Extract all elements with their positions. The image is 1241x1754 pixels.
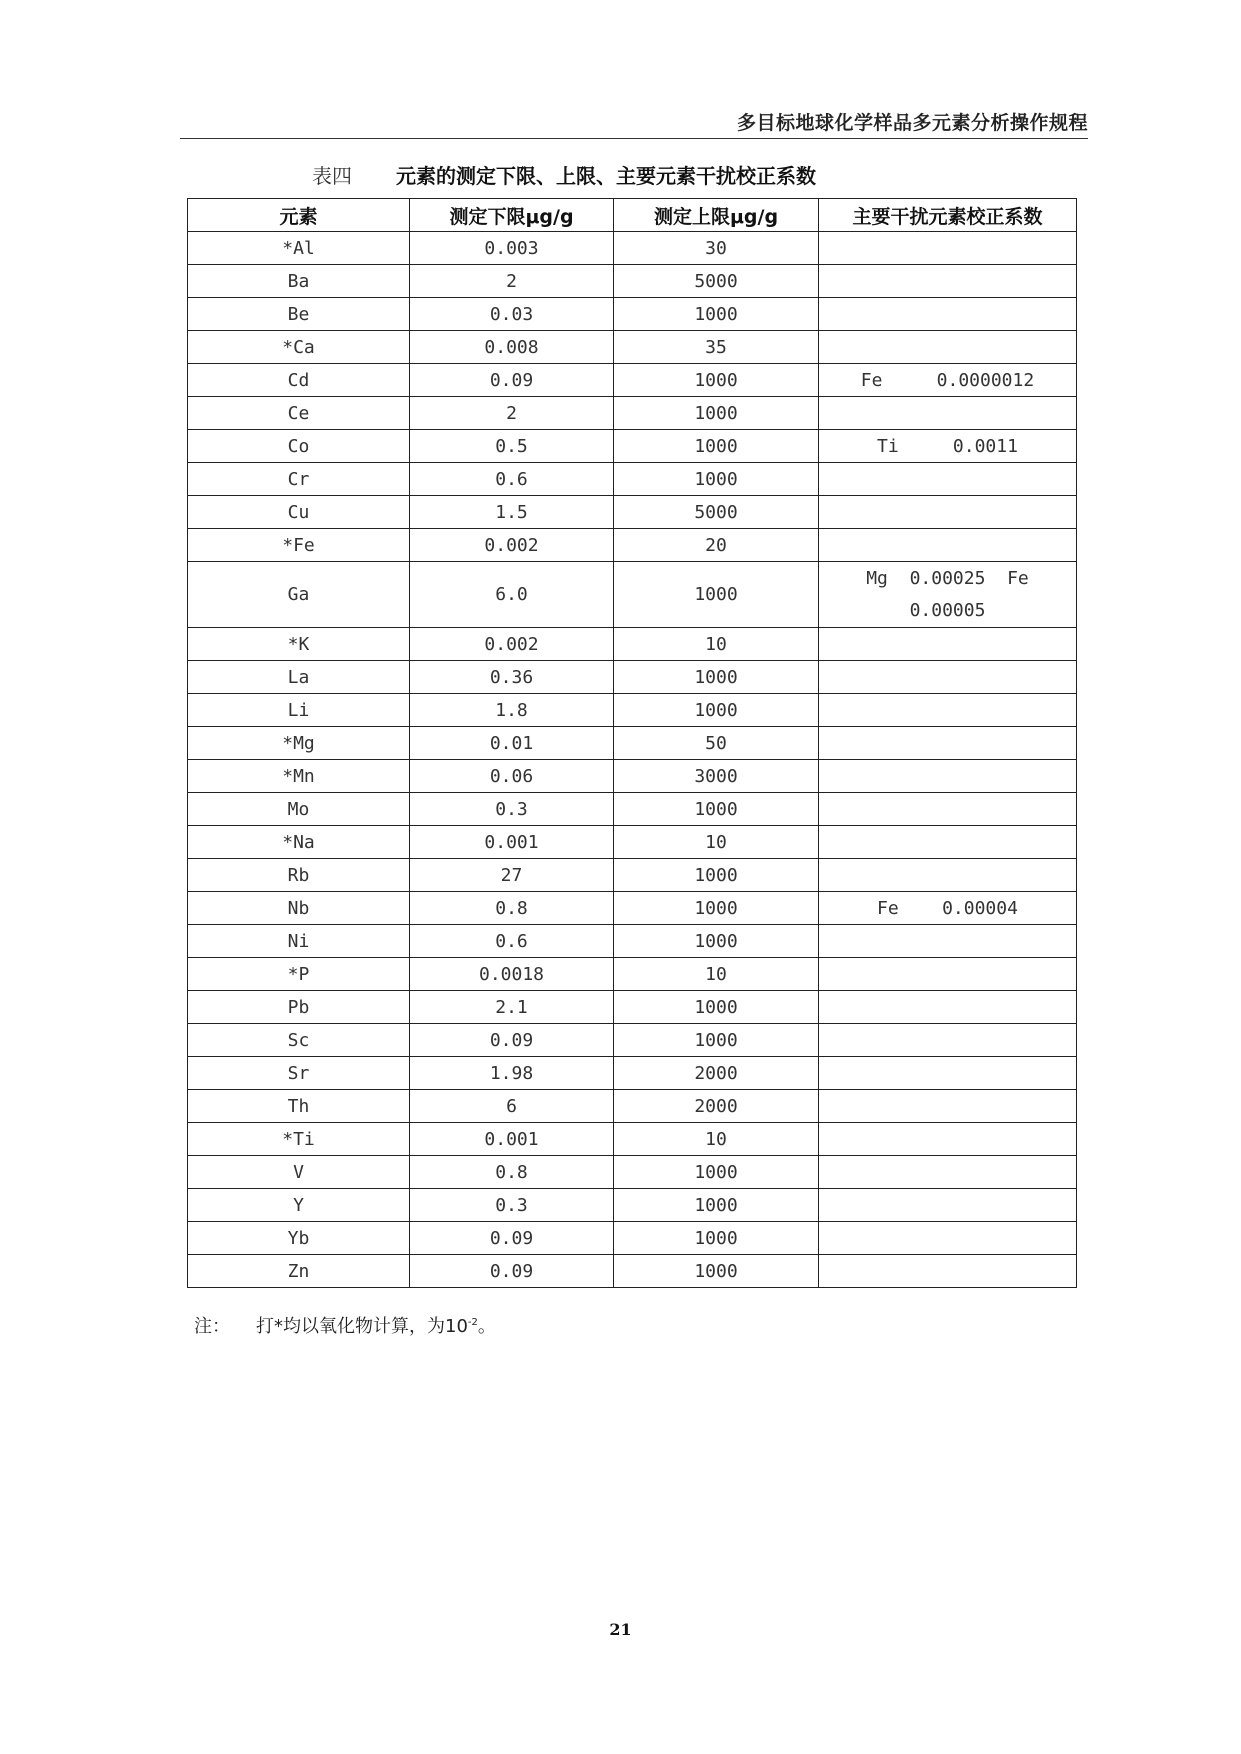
cell-upper-limit: 1000 <box>614 1156 819 1189</box>
note-text: 打*均以氧化物计算，为10 <box>256 1316 468 1337</box>
cell-lower-limit: 0.09 <box>410 1024 614 1057</box>
running-header <box>180 108 1088 139</box>
cell-lower-limit: 0.36 <box>410 661 614 694</box>
cell-element: *Na <box>188 826 410 859</box>
cell-correction-coefficient <box>819 727 1077 760</box>
cell-element: Ba <box>188 265 410 298</box>
table-row <box>188 958 1077 991</box>
page-number: 21 <box>609 1620 632 1639</box>
cell-upper-limit: 2000 <box>614 1057 819 1090</box>
cell-element: Pb <box>188 991 410 1024</box>
cell-element: V <box>188 1156 410 1189</box>
cell-lower-limit: 2 <box>410 265 614 298</box>
cell-upper-limit: 1000 <box>614 991 819 1024</box>
cell-correction-coefficient <box>819 826 1077 859</box>
cell-element: Cd <box>188 364 410 397</box>
cell-element: Y <box>188 1189 410 1222</box>
table-row <box>188 331 1077 364</box>
table-row <box>188 991 1077 1024</box>
coefficient-value: Fe 0.0000012 <box>860 369 1035 391</box>
cell-correction-coefficient <box>819 298 1077 331</box>
cell-lower-limit: 0.03 <box>410 298 614 331</box>
cell-element: Sc <box>188 1024 410 1057</box>
cell-upper-limit: 35 <box>614 331 819 364</box>
cell-element: Rb <box>188 859 410 892</box>
cell-lower-limit: 1.5 <box>410 496 614 529</box>
cell-lower-limit: 0.8 <box>410 1156 614 1189</box>
cell-correction-coefficient <box>819 793 1077 826</box>
cell-lower-limit: 0.001 <box>410 1123 614 1156</box>
cell-lower-limit: 0.5 <box>410 430 614 463</box>
table-row <box>188 826 1077 859</box>
cell-correction-coefficient <box>819 1222 1077 1255</box>
cell-correction-coefficient <box>819 661 1077 694</box>
cell-element: Ga <box>188 562 410 628</box>
cell-element: Zn <box>188 1255 410 1288</box>
cell-upper-limit: 1000 <box>614 1255 819 1288</box>
cell-lower-limit: 0.09 <box>410 1255 614 1288</box>
table-note <box>194 1312 496 1338</box>
cell-element: *Al <box>188 232 410 265</box>
table-row <box>188 793 1077 826</box>
cell-upper-limit: 5000 <box>614 496 819 529</box>
table-row <box>188 397 1077 430</box>
cell-element: Be <box>188 298 410 331</box>
table-row <box>188 463 1077 496</box>
table-row <box>188 1123 1077 1156</box>
cell-correction-coefficient <box>819 529 1077 562</box>
cell-element: Nb <box>188 892 410 925</box>
table-row <box>188 1057 1077 1090</box>
cell-element: Ni <box>188 925 410 958</box>
cell-upper-limit: 1000 <box>614 397 819 430</box>
note-superscript: -2 <box>467 1317 478 1328</box>
cell-correction-coefficient <box>819 232 1077 265</box>
cell-correction-coefficient <box>819 1189 1077 1222</box>
cell-element: Yb <box>188 1222 410 1255</box>
table-row <box>188 1024 1077 1057</box>
cell-upper-limit: 1000 <box>614 892 819 925</box>
table-row <box>188 760 1077 793</box>
cell-element: *Ti <box>188 1123 410 1156</box>
cell-correction-coefficient <box>819 628 1077 661</box>
note-label: 注： <box>194 1316 230 1337</box>
table-row <box>188 265 1077 298</box>
cell-element: Th <box>188 1090 410 1123</box>
column-header-element: 元素 <box>188 199 410 232</box>
cell-lower-limit: 0.008 <box>410 331 614 364</box>
cell-lower-limit: 6 <box>410 1090 614 1123</box>
table-row <box>188 496 1077 529</box>
table-row <box>188 430 1077 463</box>
note-end: 。 <box>477 1316 496 1337</box>
cell-element: Ce <box>188 397 410 430</box>
cell-lower-limit: 2 <box>410 397 614 430</box>
table-row <box>188 529 1077 562</box>
cell-upper-limit: 10 <box>614 1123 819 1156</box>
cell-correction-coefficient <box>819 859 1077 892</box>
cell-correction-coefficient <box>819 364 1077 397</box>
cell-lower-limit: 0.001 <box>410 826 614 859</box>
table-number: 表四 <box>312 164 352 188</box>
cell-lower-limit: 0.003 <box>410 232 614 265</box>
cell-upper-limit: 1000 <box>614 694 819 727</box>
cell-upper-limit: 1000 <box>614 298 819 331</box>
cell-upper-limit: 1000 <box>614 1222 819 1255</box>
cell-element: Cr <box>188 463 410 496</box>
cell-lower-limit: 0.002 <box>410 529 614 562</box>
cell-correction-coefficient <box>819 1255 1077 1288</box>
cell-lower-limit: 0.09 <box>410 1222 614 1255</box>
cell-upper-limit: 10 <box>614 826 819 859</box>
cell-lower-limit: 1.8 <box>410 694 614 727</box>
column-header-lower-limit: 测定下限μg/g <box>410 199 614 232</box>
cell-correction-coefficient <box>819 430 1077 463</box>
column-header-upper-limit: 测定上限μg/g <box>614 199 819 232</box>
cell-element: *Fe <box>188 529 410 562</box>
cell-correction-coefficient <box>819 463 1077 496</box>
cell-lower-limit: 0.3 <box>410 793 614 826</box>
table-caption <box>312 160 816 189</box>
cell-element: *P <box>188 958 410 991</box>
cell-lower-limit: 0.6 <box>410 925 614 958</box>
cell-correction-coefficient <box>819 331 1077 364</box>
cell-lower-limit: 0.0018 <box>410 958 614 991</box>
cell-element: La <box>188 661 410 694</box>
cell-upper-limit: 3000 <box>614 760 819 793</box>
cell-element: *Mn <box>188 760 410 793</box>
cell-correction-coefficient <box>819 991 1077 1024</box>
cell-upper-limit: 1000 <box>614 859 819 892</box>
cell-lower-limit: 27 <box>410 859 614 892</box>
cell-upper-limit: 1000 <box>614 562 819 628</box>
cell-upper-limit: 1000 <box>614 364 819 397</box>
table-header-row <box>188 199 1077 232</box>
table-title: 元素的测定下限、上限、主要元素干扰校正系数 <box>396 164 816 188</box>
cell-correction-coefficient <box>819 1090 1077 1123</box>
cell-lower-limit: 0.002 <box>410 628 614 661</box>
cell-upper-limit: 10 <box>614 628 819 661</box>
coefficient-line-1: Mg 0.00025 Fe <box>866 567 1029 589</box>
cell-upper-limit: 1000 <box>614 661 819 694</box>
table-row <box>188 694 1077 727</box>
cell-upper-limit: 50 <box>614 727 819 760</box>
cell-correction-coefficient <box>819 760 1077 793</box>
table-row <box>188 364 1077 397</box>
cell-lower-limit: 0.6 <box>410 463 614 496</box>
table-row <box>188 232 1077 265</box>
cell-element: *Ca <box>188 331 410 364</box>
cell-element: Cu <box>188 496 410 529</box>
coefficient-value: Ti 0.0011 <box>877 435 1018 457</box>
cell-correction-coefficient <box>819 1024 1077 1057</box>
table-row <box>188 892 1077 925</box>
cell-lower-limit: 0.06 <box>410 760 614 793</box>
cell-element: *K <box>188 628 410 661</box>
cell-element: *Mg <box>188 727 410 760</box>
table-row <box>188 628 1077 661</box>
table-row <box>188 1189 1077 1222</box>
table-row <box>188 1090 1077 1123</box>
table-row <box>188 661 1077 694</box>
table-row <box>188 1222 1077 1255</box>
cell-lower-limit: 2.1 <box>410 991 614 1024</box>
table-row <box>188 925 1077 958</box>
running-header-title: 多目标地球化学样品多元素分析操作规程 <box>736 112 1088 134</box>
cell-lower-limit: 1.98 <box>410 1057 614 1090</box>
table-row <box>188 298 1077 331</box>
cell-correction-coefficient <box>819 892 1077 925</box>
element-limits-table <box>187 198 1077 1288</box>
cell-correction-coefficient <box>819 1156 1077 1189</box>
cell-lower-limit: 0.3 <box>410 1189 614 1222</box>
cell-correction-coefficient <box>819 496 1077 529</box>
cell-correction-coefficient <box>819 958 1077 991</box>
cell-upper-limit: 30 <box>614 232 819 265</box>
table-row <box>188 1156 1077 1189</box>
cell-upper-limit: 1000 <box>614 925 819 958</box>
cell-correction-coefficient <box>819 397 1077 430</box>
cell-lower-limit: 0.01 <box>410 727 614 760</box>
table-body <box>188 232 1077 1288</box>
table-row <box>188 1255 1077 1288</box>
cell-upper-limit: 20 <box>614 529 819 562</box>
cell-correction-coefficient <box>819 1057 1077 1090</box>
cell-element: Li <box>188 694 410 727</box>
cell-upper-limit: 1000 <box>614 793 819 826</box>
cell-element: Sr <box>188 1057 410 1090</box>
cell-lower-limit: 0.8 <box>410 892 614 925</box>
cell-correction-coefficient <box>819 694 1077 727</box>
cell-upper-limit: 5000 <box>614 265 819 298</box>
cell-upper-limit: 1000 <box>614 463 819 496</box>
cell-correction-coefficient <box>819 1123 1077 1156</box>
cell-correction-coefficient <box>819 265 1077 298</box>
cell-element: Co <box>188 430 410 463</box>
coefficient-value: Fe 0.00004 <box>877 897 1018 919</box>
cell-element: Mo <box>188 793 410 826</box>
cell-lower-limit: 0.09 <box>410 364 614 397</box>
coefficient-line-2: 0.00005 <box>909 599 986 621</box>
table-row <box>188 859 1077 892</box>
cell-upper-limit: 10 <box>614 958 819 991</box>
cell-correction-coefficient <box>819 925 1077 958</box>
cell-upper-limit: 1000 <box>614 430 819 463</box>
cell-correction-coefficient <box>819 562 1077 628</box>
cell-upper-limit: 1000 <box>614 1189 819 1222</box>
table-row <box>188 562 1077 628</box>
cell-lower-limit: 6.0 <box>410 562 614 628</box>
cell-upper-limit: 2000 <box>614 1090 819 1123</box>
column-header-correction-coefficient: 主要干扰元素校正系数 <box>819 199 1077 232</box>
cell-upper-limit: 1000 <box>614 1024 819 1057</box>
table-row <box>188 727 1077 760</box>
